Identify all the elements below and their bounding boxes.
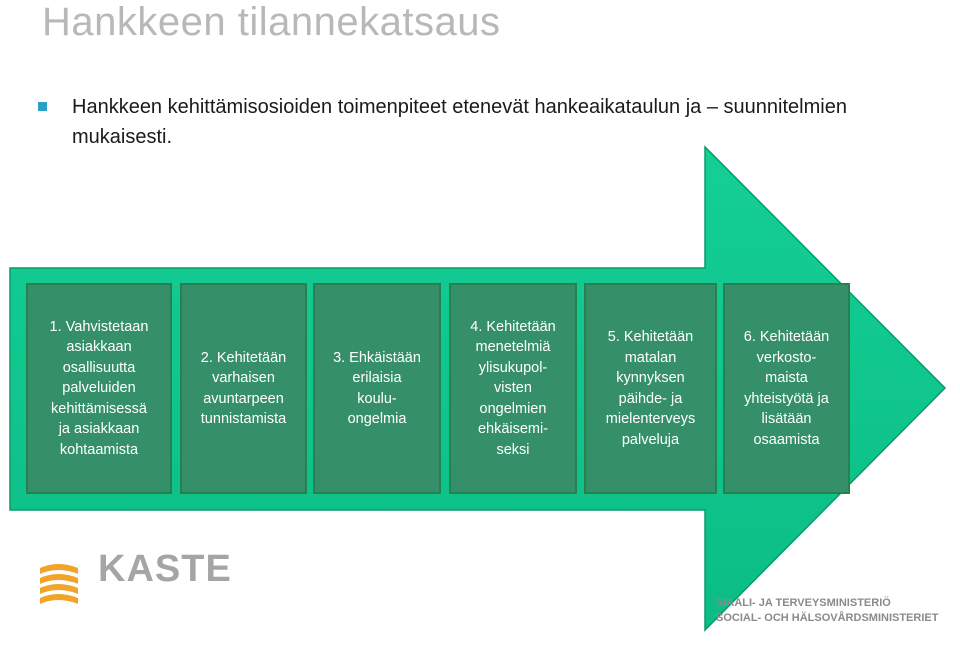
step-text-2: 2. Kehitetään varhaisen avuntarpeen tunnistamista	[200, 349, 287, 427]
ministry-logo	[716, 596, 938, 626]
step-text-6: 6. Kehitetään verkosto- maista yhteistyötä ja lisätään osaamista	[743, 329, 830, 448]
step-text-3: 3. Ehkäistään erilaisia koulu- ongelmia	[333, 349, 421, 427]
step-box-2	[180, 283, 307, 494]
step-text-1: 1. Vahvistetaan asiakkaan osallisuutta palveluiden kehittämisessä ja asiakkaan kohtaamista	[49, 318, 149, 458]
step-box-1	[26, 283, 172, 494]
bullet-text: Hankkeen kehittämisosioiden toimenpiteet etenevät hankeaikataulun ja – suunnitelmien mukaisesti.	[72, 96, 847, 148]
ministry-line-2: SOCIAL- OCH HÄLSOVÅRDSMINISTERIET	[716, 612, 939, 624]
step-box-5	[584, 283, 717, 494]
step-text-5: 5. Kehitetään matalan kynnyksen päihde- ja mielenterveys palveluja	[605, 329, 696, 448]
step-text-4: 4. Kehitetään menetelmiä ylisukupol- visten ongelmien ehkäisemi- seksi	[470, 318, 556, 458]
ministry-line-1: SIAALI- JA TERVEYSMINISTERIÖ	[716, 597, 891, 609]
step-box-3	[313, 283, 441, 494]
kaste-logo-text: KASTE	[98, 548, 232, 590]
step-box-4	[449, 283, 577, 494]
step-box-6	[723, 283, 850, 494]
slide-title: Hankkeen tilannekatsaus	[42, 0, 501, 44]
